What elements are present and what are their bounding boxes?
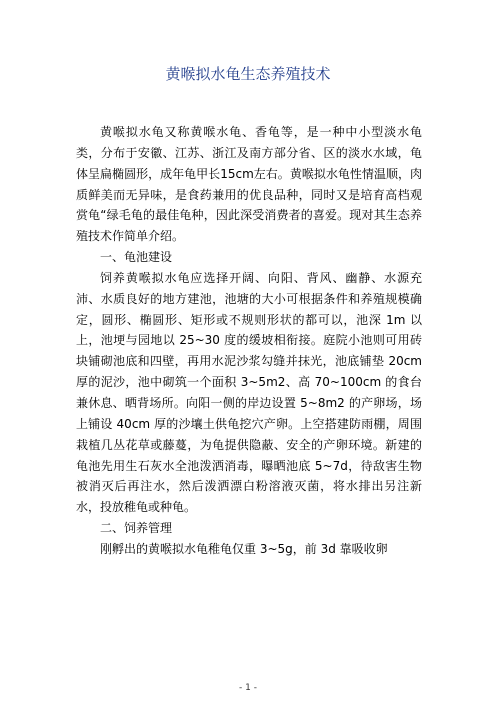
- document-title: 黄喉拟水龟生态养殖技术: [165, 65, 331, 83]
- section-heading-pond: 一、龟池建设: [100, 250, 173, 265]
- page-number: - 1 -: [239, 683, 257, 693]
- document-body: [76, 122, 422, 560]
- section-heading-feeding: 二、饲养管理: [100, 521, 173, 536]
- intro-paragraph: 黄喉拟水龟又称黄喉水龟、香龟等，是一种中小型淡水龟类，分布于安徽、江苏、浙江及南方部分省、区的淡水水域，龟体呈扁椭圆形，成年龟甲长15cm左右。黄喉拟水龟性情温顺，肉质鲜美而无异味，是食药兼用的优良品种，同时又是培育高档观赏龟“绿毛龟的最佳龟种，因此深受消费者的喜爱。现对其生态养殖技术作简单介绍。: [76, 125, 422, 244]
- feeding-paragraph: 刚孵出的黄喉拟水龟稚龟仅重 3~5g，前 3d 靠吸收卵: [100, 541, 388, 556]
- pond-paragraph: 饲养黄喉拟水龟应选择开阔、向阳、背风、幽静、水源充沛、水质良好的地方建池，池塘的大小可根据条件和养殖规模确定，圆形、椭圆形、矩形或不规则形状的都可以，池深 1m 以上，池埂与园地以 25~30 度的缓坡相衔接。庭院小池则可用砖块铺砌池底和四壁，再用水泥沙浆勾缝并抹光，池底铺垫 20cm 厚的泥沙，池中砌筑一个面积 3~5m2、高 70~100cm 的食台兼休息、晒背场所。向阳一侧的岸边设置 5~8m2 的产卵场，场上铺设 40cm 厚的沙壤土供龟挖穴产卵。上空搭建防雨棚，周围栽植几丛花草或藤蔓，为龟提供隐蔽、安全的产卵环境。新建的龟池先用生石灰水全池泼洒消毒，曝晒池底 5~7d，待敌害生物被消灭后再注水，然后泼洒漂白粉溶液灭菌，将水排出另注新水，投放稚龟或种龟。: [76, 270, 422, 515]
